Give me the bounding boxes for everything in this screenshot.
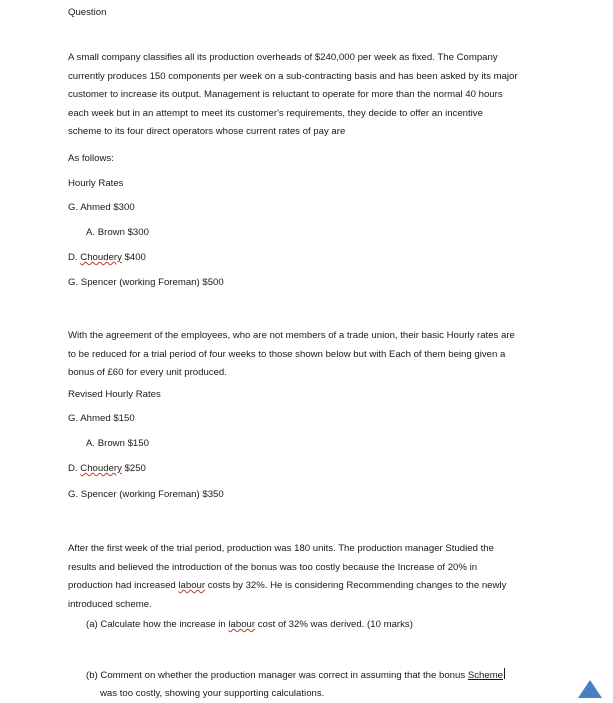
scroll-up-arrow-icon[interactable] — [578, 680, 602, 698]
revised-rate-choudery — [68, 463, 146, 474]
revised-rates-title: Revised Hourly Rates — [68, 389, 161, 400]
intro-line: A small company classifies all its production overheads of $240,000 per week as fixed. The Company — [68, 52, 498, 63]
question-heading: Question — [68, 7, 107, 18]
trial-paragraph — [68, 540, 548, 614]
spellcheck-labour[interactable]: labour — [178, 580, 206, 592]
revised-choudery-prefix: D. — [68, 463, 81, 474]
as-follows-label: As follows: — [68, 153, 114, 164]
question-part-a — [86, 619, 413, 630]
part-b-line2: was too costly, showing your supporting calculations. — [100, 688, 325, 699]
revised-rate-spencer: G. Spencer (working Foreman) $350 — [68, 489, 224, 500]
part-b-pre: (b) Comment on whether the production manager was correct in assuming that the bonus — [86, 670, 468, 681]
revised-choudery-value: $250 — [121, 463, 146, 474]
trial-line — [68, 577, 548, 596]
rate-spencer: G. Spencer (working Foreman) $500 — [68, 277, 224, 288]
rate-choudery-value: $400 — [121, 252, 146, 263]
intro-line: currently produces 150 components per week on a sub-contracting basis and has been asked by its major — [68, 70, 518, 82]
part-a-post: cost of 32% was derived. (10 marks) — [255, 619, 413, 630]
text-cursor — [504, 668, 505, 679]
revised-rate-brown: A. Brown $150 — [86, 438, 149, 449]
intro-paragraph — [68, 49, 548, 142]
rate-choudery-prefix: D. — [68, 252, 81, 263]
spellcheck-labour-a[interactable]: labour — [228, 619, 256, 630]
rate-ahmed: G. Ahmed $300 — [68, 202, 135, 213]
trial-line: introduced scheme. — [68, 598, 152, 610]
question-part-b — [86, 667, 505, 703]
trial-line: results and believed the introduction of the bonus was too costly because the Increase of 20% in — [68, 561, 478, 573]
revised-rate-ahmed: G. Ahmed $150 — [68, 413, 135, 424]
agreement-line: With the agreement of the employees, who are not members of a trade union, their basic Hourly rates are — [68, 330, 515, 341]
agreement-paragraph — [68, 327, 548, 383]
rate-brown: A. Brown $300 — [86, 227, 149, 238]
trial-line3-pre: production had increased — [68, 580, 179, 592]
trial-line: After the first week of the trial period, production was 180 units. The production manager Studied the — [68, 543, 494, 554]
hourly-rates-title: Hourly Rates — [68, 178, 124, 189]
spellcheck-choudery[interactable]: Choudery — [80, 252, 122, 263]
intro-line: each week but in an attempt to meet its customer's requirements, they decide to offer an incentive — [68, 107, 483, 119]
spellcheck-choudery-revised[interactable]: Choudery — [80, 463, 122, 474]
intro-line: scheme to its four direct operators whose current rates of pay are — [68, 126, 346, 138]
agreement-line: to be reduced for a trial period of four weeks to those shown below but with Each of them being given a — [68, 348, 506, 360]
selected-word-scheme[interactable]: Scheme — [467, 670, 504, 681]
rate-choudery — [68, 252, 146, 263]
trial-line3-post: costs by 32%. He is considering Recommending changes to the newly — [205, 580, 507, 592]
part-b-line1 — [86, 667, 505, 685]
agreement-line: bonus of £60 for every unit produced. — [68, 367, 227, 379]
part-a-pre: (a) Calculate how the increase in — [86, 619, 229, 630]
intro-line: customer to increase its output. Management is reluctant to operate for more than the normal 40 hours — [68, 89, 503, 101]
